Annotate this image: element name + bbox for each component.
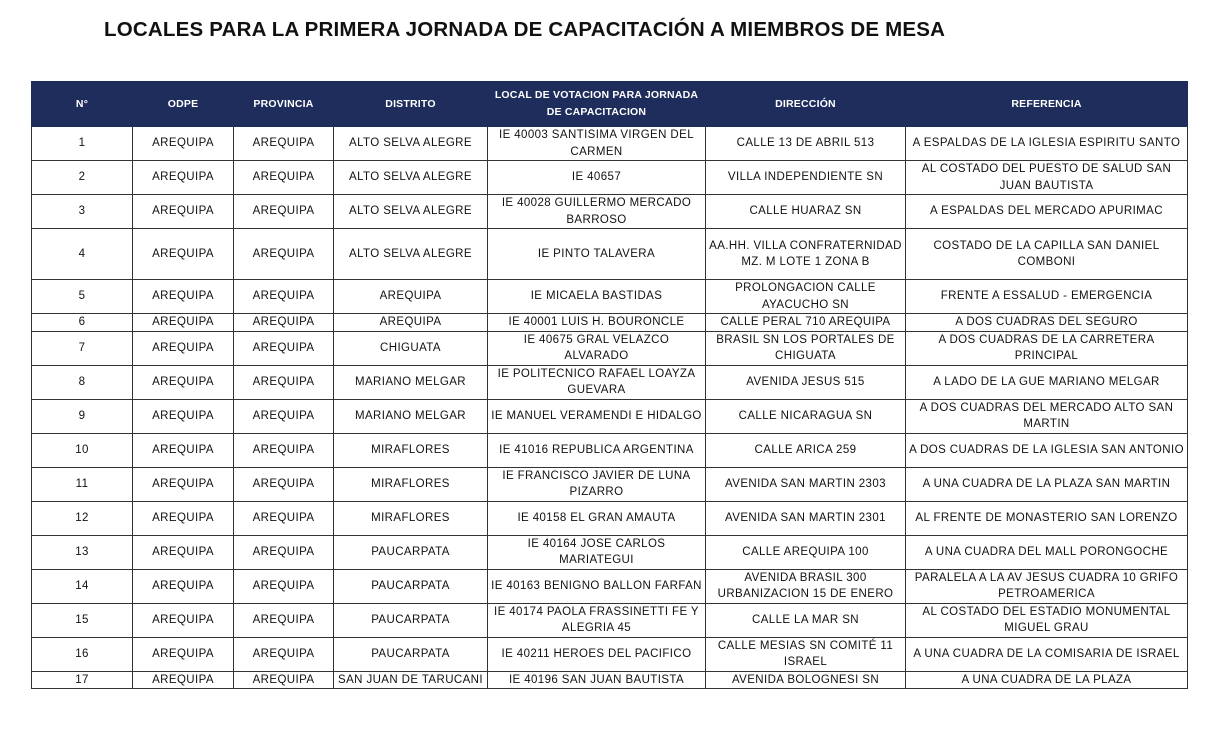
cell-direccion: BRASIL SN LOS PORTALES DE CHIGUATA	[706, 331, 906, 365]
table-row	[32, 314, 1188, 332]
cell-provincia: AREQUIPA	[234, 637, 334, 671]
cell-odpe: AREQUIPA	[133, 467, 234, 501]
cell-referencia: A UNA CUADRA DE LA COMISARIA DE ISRAEL	[906, 637, 1188, 671]
cell-provincia: AREQUIPA	[234, 161, 334, 195]
cell-n: 11	[32, 467, 133, 501]
cell-local: IE 40028 GUILLERMO MERCADO BARROSO	[488, 195, 706, 229]
cell-referencia: A ESPALDAS DEL MERCADO APURIMAC	[906, 195, 1188, 229]
cell-distrito: AREQUIPA	[334, 314, 488, 332]
cell-direccion: CALLE HUARAZ SN	[706, 195, 906, 229]
cell-direccion: CALLE NICARAGUA SN	[706, 399, 906, 433]
header-odpe: ODPE	[133, 82, 234, 127]
cell-distrito: AREQUIPA	[334, 280, 488, 314]
cell-local: IE PINTO TALAVERA	[488, 229, 706, 280]
cell-n: 8	[32, 365, 133, 399]
cell-referencia: PARALELA A LA AV JESUS CUADRA 10 GRIFO PETROAMERICA	[906, 569, 1188, 603]
table-row	[32, 365, 1188, 399]
cell-odpe: AREQUIPA	[133, 195, 234, 229]
cell-direccion: PROLONGACION CALLE AYACUCHO SN	[706, 280, 906, 314]
cell-referencia: A DOS CUADRAS DE LA CARRETERA PRINCIPAL	[906, 331, 1188, 365]
cell-odpe: AREQUIPA	[133, 161, 234, 195]
cell-provincia: AREQUIPA	[234, 280, 334, 314]
cell-distrito: SAN JUAN DE TARUCANI	[334, 671, 488, 689]
cell-odpe: AREQUIPA	[133, 433, 234, 467]
cell-direccion: AVENIDA BOLOGNESI SN	[706, 671, 906, 689]
cell-odpe: AREQUIPA	[133, 501, 234, 535]
cell-direccion: CALLE AREQUIPA 100	[706, 535, 906, 569]
cell-local: IE FRANCISCO JAVIER DE LUNA PIZARRO	[488, 467, 706, 501]
cell-provincia: AREQUIPA	[234, 535, 334, 569]
cell-local: IE 40174 PAOLA FRASSINETTI FE Y ALEGRIA 45	[488, 603, 706, 637]
table-row	[32, 331, 1188, 365]
table-row	[32, 569, 1188, 603]
cell-direccion: AVENIDA BRASIL 300 URBANIZACION 15 DE ENERO	[706, 569, 906, 603]
cell-provincia: AREQUIPA	[234, 365, 334, 399]
cell-local: IE 40001 LUIS H. BOURONCLE	[488, 314, 706, 332]
cell-provincia: AREQUIPA	[234, 399, 334, 433]
table-header	[32, 82, 1188, 127]
header-row	[32, 82, 1188, 127]
table-row	[32, 671, 1188, 689]
cell-local: IE 40003 SANTISIMA VIRGEN DEL CARMEN	[488, 127, 706, 161]
cell-odpe: AREQUIPA	[133, 280, 234, 314]
cell-provincia: AREQUIPA	[234, 127, 334, 161]
cell-referencia: A ESPALDAS DE LA IGLESIA ESPIRITU SANTO	[906, 127, 1188, 161]
cell-referencia: A LADO DE LA GUE MARIANO MELGAR	[906, 365, 1188, 399]
table-row	[32, 399, 1188, 433]
cell-odpe: AREQUIPA	[133, 127, 234, 161]
cell-distrito: PAUCARPATA	[334, 535, 488, 569]
cell-odpe: AREQUIPA	[133, 365, 234, 399]
cell-direccion: CALLE ARICA 259	[706, 433, 906, 467]
cell-provincia: AREQUIPA	[234, 229, 334, 280]
cell-n: 16	[32, 637, 133, 671]
cell-n: 13	[32, 535, 133, 569]
header-distrito: DISTRITO	[334, 82, 488, 127]
cell-referencia: A UNA CUADRA DE LA PLAZA SAN MARTIN	[906, 467, 1188, 501]
cell-odpe: AREQUIPA	[133, 229, 234, 280]
cell-distrito: PAUCARPATA	[334, 637, 488, 671]
cell-n: 14	[32, 569, 133, 603]
cell-n: 5	[32, 280, 133, 314]
cell-n: 17	[32, 671, 133, 689]
page-title: LOCALES PARA LA PRIMERA JORNADA DE CAPACITACIÓN A MIEMBROS DE MESA	[104, 18, 946, 41]
cell-odpe: AREQUIPA	[133, 399, 234, 433]
cell-n: 3	[32, 195, 133, 229]
cell-referencia: A DOS CUADRAS DEL SEGURO	[906, 314, 1188, 332]
cell-local: IE MICAELA BASTIDAS	[488, 280, 706, 314]
cell-local: IE 40675 GRAL VELAZCO ALVARADO	[488, 331, 706, 365]
header-direccion: DIRECCIÓN	[706, 82, 906, 127]
cell-odpe: AREQUIPA	[133, 314, 234, 332]
table-row	[32, 501, 1188, 535]
cell-distrito: PAUCARPATA	[334, 603, 488, 637]
cell-direccion: AVENIDA JESUS 515	[706, 365, 906, 399]
cell-local: IE MANUEL VERAMENDI E HIDALGO	[488, 399, 706, 433]
cell-provincia: AREQUIPA	[234, 195, 334, 229]
cell-local: IE 40164 JOSE CARLOS MARIATEGUI	[488, 535, 706, 569]
cell-odpe: AREQUIPA	[133, 671, 234, 689]
table-row	[32, 603, 1188, 637]
cell-odpe: AREQUIPA	[133, 569, 234, 603]
cell-distrito: PAUCARPATA	[334, 569, 488, 603]
cell-provincia: AREQUIPA	[234, 671, 334, 689]
cell-distrito: MARIANO MELGAR	[334, 399, 488, 433]
cell-n: 6	[32, 314, 133, 332]
table-row	[32, 535, 1188, 569]
cell-provincia: AREQUIPA	[234, 314, 334, 332]
cell-local: IE 40657	[488, 161, 706, 195]
cell-odpe: AREQUIPA	[133, 637, 234, 671]
header-referencia: REFERENCIA	[906, 82, 1188, 127]
cell-direccion: CALLE MESIAS SN COMITÉ 11 ISRAEL	[706, 637, 906, 671]
cell-odpe: AREQUIPA	[133, 331, 234, 365]
cell-n: 4	[32, 229, 133, 280]
header-n: N°	[32, 82, 133, 127]
table-row	[32, 637, 1188, 671]
cell-distrito: CHIGUATA	[334, 331, 488, 365]
cell-local: IE 40211 HEROES DEL PACIFICO	[488, 637, 706, 671]
table-row	[32, 467, 1188, 501]
cell-n: 10	[32, 433, 133, 467]
cell-local: IE 41016 REPUBLICA ARGENTINA	[488, 433, 706, 467]
cell-provincia: AREQUIPA	[234, 501, 334, 535]
table-row	[32, 161, 1188, 195]
cell-direccion: CALLE PERAL 710 AREQUIPA	[706, 314, 906, 332]
cell-n: 12	[32, 501, 133, 535]
table-row	[32, 433, 1188, 467]
cell-distrito: MIRAFLORES	[334, 433, 488, 467]
header-provincia: PROVINCIA	[234, 82, 334, 127]
table-row	[32, 229, 1188, 280]
cell-local: IE POLITECNICO RAFAEL LOAYZA GUEVARA	[488, 365, 706, 399]
table-row	[32, 127, 1188, 161]
cell-distrito: ALTO SELVA ALEGRE	[334, 161, 488, 195]
cell-referencia: AL COSTADO DEL ESTADIO MONUMENTAL MIGUEL GRAU	[906, 603, 1188, 637]
cell-referencia: FRENTE A ESSALUD - EMERGENCIA	[906, 280, 1188, 314]
cell-local: IE 40158 EL GRAN AMAUTA	[488, 501, 706, 535]
cell-distrito: ALTO SELVA ALEGRE	[334, 195, 488, 229]
cell-referencia: A DOS CUADRAS DEL MERCADO ALTO SAN MARTIN	[906, 399, 1188, 433]
cell-referencia: A DOS CUADRAS DE LA IGLESIA SAN ANTONIO	[906, 433, 1188, 467]
table-body	[32, 127, 1188, 689]
cell-direccion: CALLE LA MAR SN	[706, 603, 906, 637]
cell-local: IE 40196 SAN JUAN BAUTISTA	[488, 671, 706, 689]
header-local: LOCAL DE VOTACION PARA JORNADA DE CAPACITACION	[488, 82, 706, 127]
cell-provincia: AREQUIPA	[234, 569, 334, 603]
cell-n: 9	[32, 399, 133, 433]
cell-provincia: AREQUIPA	[234, 331, 334, 365]
cell-distrito: MIRAFLORES	[334, 467, 488, 501]
cell-provincia: AREQUIPA	[234, 467, 334, 501]
cell-direccion: AVENIDA SAN MARTIN 2303	[706, 467, 906, 501]
cell-direccion: AVENIDA SAN MARTIN 2301	[706, 501, 906, 535]
cell-n: 2	[32, 161, 133, 195]
cell-n: 1	[32, 127, 133, 161]
cell-n: 7	[32, 331, 133, 365]
cell-local: IE 40163 BENIGNO BALLON FARFAN	[488, 569, 706, 603]
cell-referencia: COSTADO DE LA CAPILLA SAN DANIEL COMBONI	[906, 229, 1188, 280]
locales-table	[31, 81, 1188, 689]
cell-provincia: AREQUIPA	[234, 603, 334, 637]
cell-direccion: AA.HH. VILLA CONFRATERNIDAD MZ. M LOTE 1 ZONA B	[706, 229, 906, 280]
cell-odpe: AREQUIPA	[133, 535, 234, 569]
cell-distrito: ALTO SELVA ALEGRE	[334, 127, 488, 161]
cell-provincia: AREQUIPA	[234, 433, 334, 467]
cell-distrito: ALTO SELVA ALEGRE	[334, 229, 488, 280]
cell-distrito: MARIANO MELGAR	[334, 365, 488, 399]
cell-odpe: AREQUIPA	[133, 603, 234, 637]
cell-direccion: CALLE 13 DE ABRIL 513	[706, 127, 906, 161]
table-row	[32, 195, 1188, 229]
cell-referencia: A UNA CUADRA DE LA PLAZA	[906, 671, 1188, 689]
table-row	[32, 280, 1188, 314]
cell-n: 15	[32, 603, 133, 637]
cell-referencia: A UNA CUADRA DEL MALL PORONGOCHE	[906, 535, 1188, 569]
cell-direccion: VILLA INDEPENDIENTE SN	[706, 161, 906, 195]
cell-distrito: MIRAFLORES	[334, 501, 488, 535]
cell-referencia: AL FRENTE DE MONASTERIO SAN LORENZO	[906, 501, 1188, 535]
cell-referencia: AL COSTADO DEL PUESTO DE SALUD SAN JUAN BAUTISTA	[906, 161, 1188, 195]
